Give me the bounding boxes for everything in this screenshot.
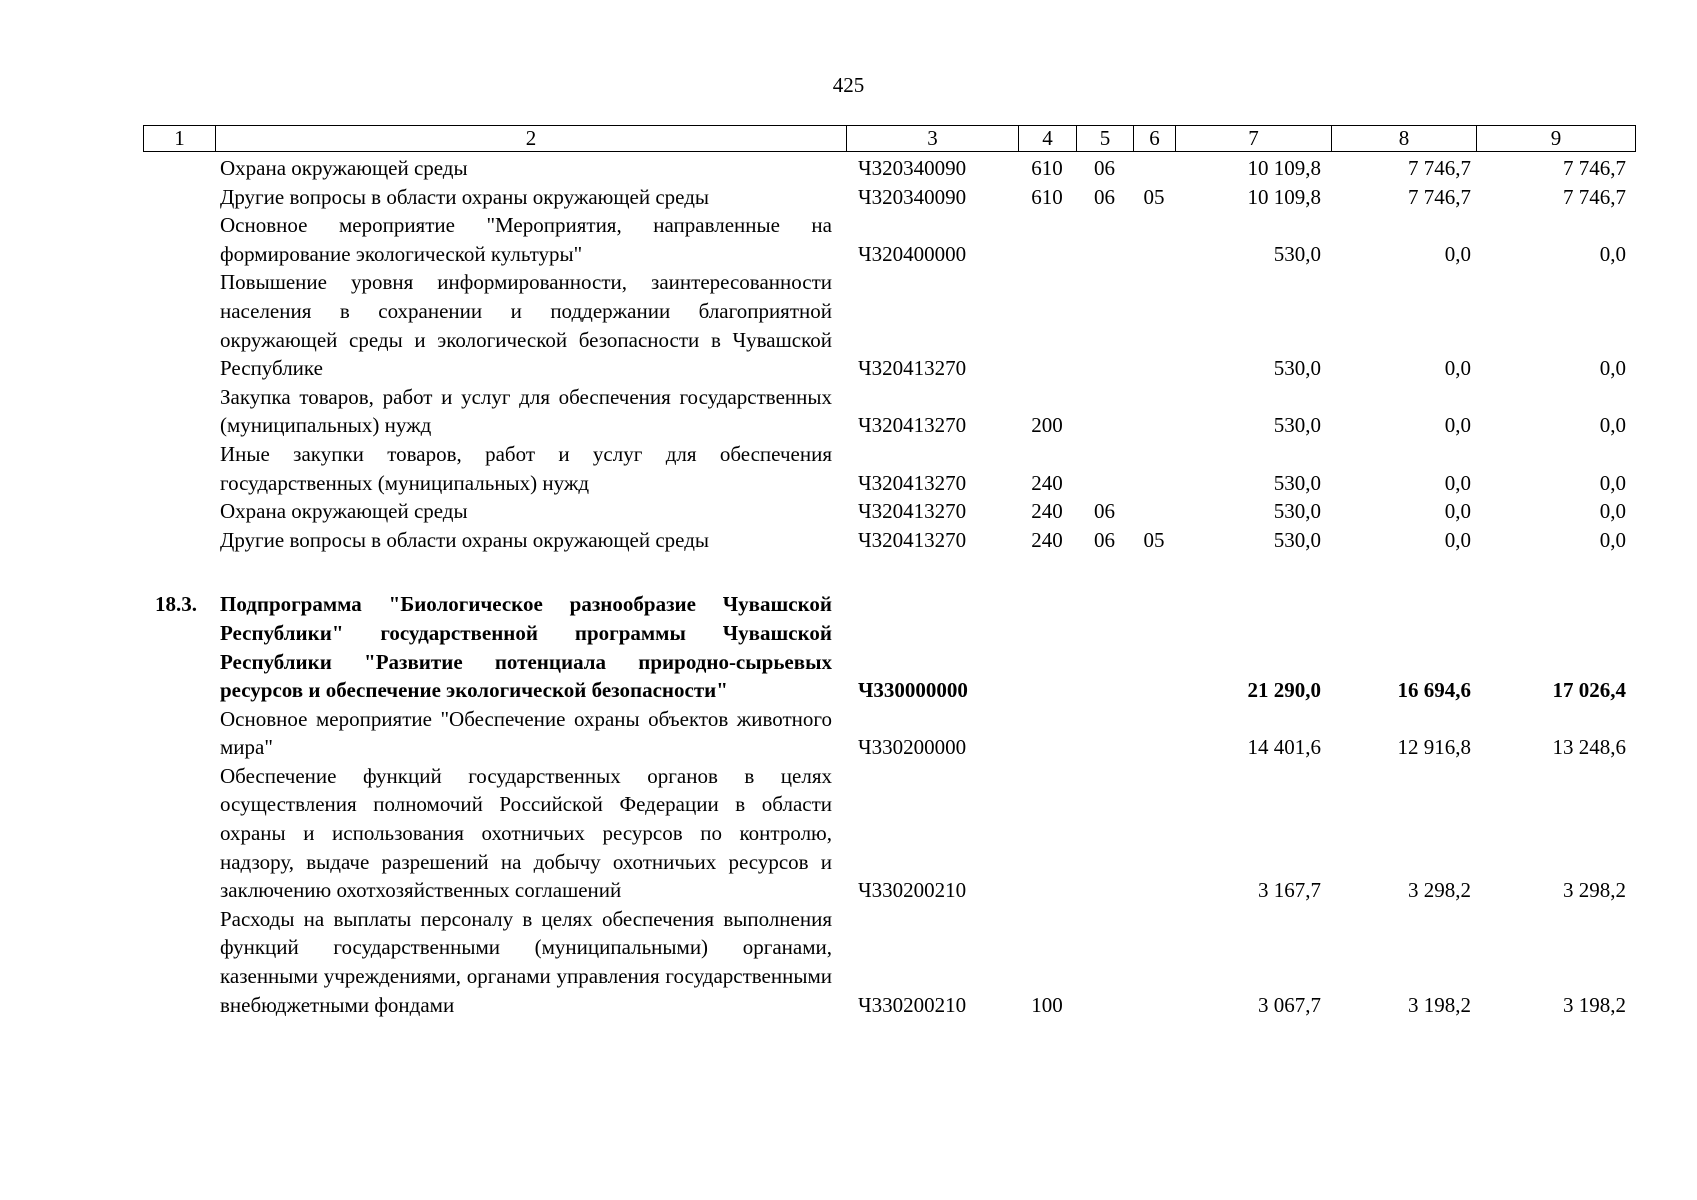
row-name: Основное мероприятие "Обеспечение охраны объектов животного мира" — [220, 706, 832, 760]
row-expense-type: 200 — [1031, 413, 1063, 438]
table-row — [143, 497, 1640, 526]
row-code: Ч320340090 — [858, 156, 967, 180]
row-amount-col9: 0,0 — [1599, 470, 1626, 495]
row-amount-col8: 0,0 — [1444, 470, 1471, 495]
row-amount-col7: 530,0 — [1273, 356, 1321, 381]
table-row — [143, 211, 1640, 268]
row-code: Ч320413270 — [858, 499, 967, 524]
table-row — [143, 762, 1640, 905]
row-amount-col8: 7 746,7 — [1408, 156, 1471, 180]
page-number: 425 — [832, 73, 865, 97]
row-amount-col8: 0,0 — [1444, 241, 1471, 266]
row-subsection: 05 — [1143, 184, 1165, 209]
row-section: 06 — [1094, 499, 1115, 524]
row-code: Ч320413270 — [858, 527, 967, 552]
row-code: Ч320400000 — [858, 241, 967, 266]
row-amount-col8: 7 746,7 — [1408, 184, 1471, 209]
row-amount-col9: 7 746,7 — [1563, 156, 1626, 180]
row-amount-col9: 13 248,6 — [1552, 735, 1626, 760]
column-header-9: 9 — [1477, 126, 1636, 152]
row-amount-col7: 530,0 — [1273, 241, 1321, 266]
row-name: Расходы на выплаты персоналу в целях обеспечения выполнения функций государственными (муниципальными) органами, казенными учреждениями, органами управления государственными внебюджетными фондами — [220, 906, 832, 1017]
table-row — [143, 183, 1640, 212]
row-amount-col7: 3 167,7 — [1258, 878, 1321, 903]
row-code: Ч320340090 — [858, 184, 967, 209]
row-number: 18.3. — [155, 592, 197, 617]
row-amount-col8: 0,0 — [1444, 527, 1471, 552]
column-header-1: 1 — [144, 126, 216, 152]
row-amount-col7: 530,0 — [1273, 413, 1321, 438]
column-header-3: 3 — [847, 126, 1019, 152]
column-header-2: 2 — [216, 126, 847, 152]
row-amount-col7: 530,0 — [1273, 470, 1321, 495]
row-expense-type: 610 — [1031, 184, 1063, 209]
table-row — [143, 383, 1640, 440]
row-subsection: 05 — [1143, 527, 1165, 552]
table-row — [143, 905, 1640, 1019]
row-name: Другие вопросы в области охраны окружающей среды — [220, 184, 709, 209]
row-name: Охрана окружающей среды — [220, 499, 468, 524]
row-name: Другие вопросы в области охраны окружающей среды — [220, 527, 709, 552]
row-name: Повышение уровня информированности, заинтересованности населения в сохранении и поддержании благоприятной окружающей среды и экологической безопасности в Чувашской Республике — [220, 270, 832, 381]
row-expense-type: 240 — [1031, 499, 1063, 524]
row-code: Ч320413270 — [858, 413, 967, 438]
row-amount-col7: 530,0 — [1273, 499, 1321, 524]
row-amount-col9: 7 746,7 — [1563, 184, 1626, 209]
row-name: Обеспечение функций государственных органов в целях осуществления полномочий Российской Федерации в области охраны и использования охотничьих ресурсов по контролю, надзору, выдаче разрешений на добычу охотничьих ресурсов и заключению охотхозяйственных соглашений — [220, 763, 832, 903]
section-spacer — [143, 554, 1640, 590]
row-amount-col9: 3 198,2 — [1563, 992, 1626, 1017]
row-section: 06 — [1094, 156, 1115, 180]
row-code: Ч330000000 — [858, 678, 968, 703]
row-amount-col9: 0,0 — [1599, 356, 1626, 381]
column-header-row — [144, 126, 1636, 152]
row-amount-col9: 0,0 — [1599, 499, 1626, 524]
row-expense-type: 610 — [1031, 156, 1063, 180]
row-name: Подпрограмма "Биологическое разнообразие Чувашской Республики" государственной программы Чувашской Республики "Развитие потенциала природно-сырьевых ресурсов и обеспечение экологической безопасности" — [220, 592, 832, 703]
row-code: Ч330200210 — [858, 878, 967, 903]
row-code: Ч320413270 — [858, 356, 967, 381]
row-amount-col8: 12 916,8 — [1397, 735, 1471, 760]
row-amount-col7: 530,0 — [1273, 527, 1321, 552]
row-amount-col7: 10 109,8 — [1247, 184, 1321, 209]
row-name: Охрана окружающей среды — [220, 156, 468, 180]
row-amount-col7: 21 290,0 — [1247, 678, 1321, 703]
column-header-8: 8 — [1332, 126, 1477, 152]
row-section: 06 — [1094, 527, 1115, 552]
row-amount-col7: 14 401,6 — [1247, 735, 1321, 760]
row-amount-col7: 3 067,7 — [1258, 992, 1321, 1017]
row-amount-col9: 0,0 — [1599, 413, 1626, 438]
row-code: Ч330200210 — [858, 992, 967, 1017]
row-amount-col9: 0,0 — [1599, 527, 1626, 552]
column-header-5: 5 — [1077, 126, 1134, 152]
row-amount-col9: 17 026,4 — [1552, 678, 1626, 703]
column-header-4: 4 — [1019, 126, 1077, 152]
table-row — [143, 440, 1640, 497]
row-amount-col9: 3 298,2 — [1563, 878, 1626, 903]
row-amount-col8: 0,0 — [1444, 413, 1471, 438]
table-row — [143, 526, 1640, 555]
row-name: Закупка товаров, работ и услуг для обеспечения государственных (муниципальных) нужд — [220, 384, 832, 438]
table-row — [143, 590, 1640, 704]
table-row — [143, 154, 1640, 183]
row-code: Ч330200000 — [858, 735, 967, 760]
table-row — [143, 268, 1640, 382]
row-amount-col9: 0,0 — [1599, 241, 1626, 266]
budget-table-body — [143, 154, 1640, 1019]
row-code: Ч320413270 — [858, 470, 967, 495]
column-header-table — [143, 125, 1636, 152]
row-name: Иные закупки товаров, работ и услуг для обеспечения государственных (муниципальных) нужд — [220, 441, 832, 495]
row-amount-col8: 3 298,2 — [1408, 878, 1471, 903]
row-section: 06 — [1094, 184, 1115, 209]
row-amount-col7: 10 109,8 — [1247, 156, 1321, 180]
column-header-6: 6 — [1134, 126, 1176, 152]
row-expense-type: 240 — [1031, 470, 1063, 495]
column-header-7: 7 — [1176, 126, 1332, 152]
table-row — [143, 705, 1640, 762]
row-expense-type: 240 — [1031, 527, 1063, 552]
row-amount-col8: 16 694,6 — [1397, 678, 1471, 703]
row-amount-col8: 0,0 — [1444, 499, 1471, 524]
row-name: Основное мероприятие "Мероприятия, направленные на формирование экологической культуры" — [220, 213, 832, 266]
row-expense-type: 100 — [1031, 992, 1063, 1017]
row-amount-col8: 0,0 — [1444, 356, 1471, 381]
row-amount-col8: 3 198,2 — [1408, 992, 1471, 1017]
